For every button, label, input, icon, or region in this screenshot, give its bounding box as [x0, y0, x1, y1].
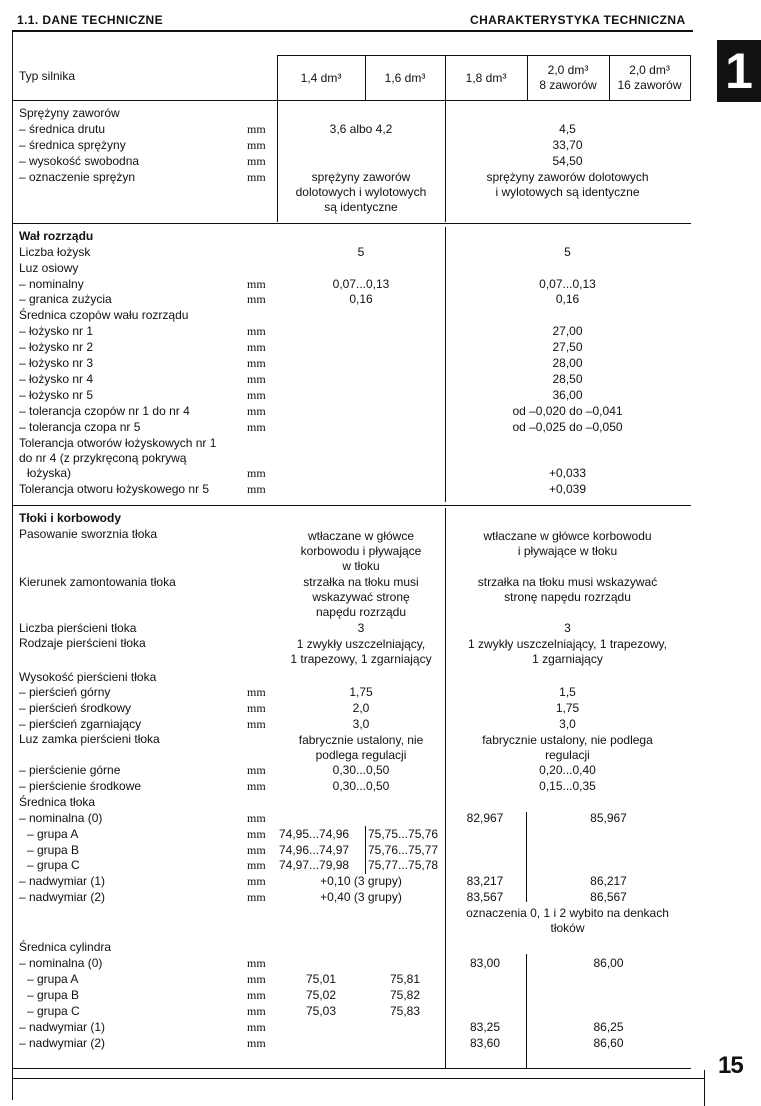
unit-mm: mm — [247, 685, 266, 699]
table-cell: Luz zamka pierścieni tłoka — [19, 732, 160, 746]
table-cell: fabrycznie ustalony, nie — [298, 733, 424, 747]
table-cell: 0,30...0,50 — [332, 763, 390, 777]
col-1-4: 1,4 dm³ — [300, 71, 342, 85]
table-cell: 74,96...74,97 — [279, 843, 350, 857]
table-cell: – granica zużycia — [19, 292, 112, 306]
table-cell: 1,75 — [555, 701, 580, 715]
unit-mm: mm — [247, 466, 266, 480]
col-2-0-16v-b: 16 zaworów — [617, 78, 682, 92]
table-cell: – pierścienie środkowe — [19, 779, 142, 793]
table-cell: 28,00 — [552, 356, 583, 370]
unit-mm: mm — [247, 701, 266, 715]
table-cell: 75,75...75,76 — [368, 827, 439, 841]
unit-mm: mm — [247, 420, 266, 434]
table-cell: w tłoku — [342, 559, 380, 573]
table-cell: 85,967 — [590, 811, 627, 825]
unit-mm: mm — [247, 1020, 266, 1034]
table-cell: 3,0 — [559, 717, 576, 731]
table-cell: – pierścienie górne — [19, 763, 121, 777]
table-cell: 5 — [357, 245, 365, 259]
table-cell: Wysokość pierścieni tłoka — [19, 670, 157, 684]
unit-mm: mm — [247, 372, 266, 386]
table-cell: Średnica czopów wału rozrządu — [19, 308, 189, 322]
table-cell: 27,00 — [552, 324, 583, 338]
chapter-header: CHARAKTERYSTYKA TECHNICZNA — [470, 13, 686, 27]
table-cell: – grupa C — [27, 1004, 80, 1018]
table-cell: 86,217 — [590, 874, 627, 888]
unit-mm: mm — [247, 122, 266, 136]
footer-rule — [12, 1078, 704, 1079]
table-cell: 0,16 — [555, 292, 580, 306]
table-cell: 33,70 — [552, 138, 583, 152]
section-rule — [12, 1068, 691, 1069]
unit-mm: mm — [247, 717, 266, 731]
table-cell: regulacji — [545, 748, 590, 762]
table-cell: 1 zwykły uszczelniający, — [296, 637, 426, 651]
col-2-0-8v-b: 8 zaworów — [539, 78, 597, 92]
table-cell: 0,16 — [349, 292, 373, 306]
table-cell: +0,10 (3 grupy) — [320, 874, 402, 888]
unit-mm: mm — [247, 811, 266, 825]
table-cell: 86,60 — [593, 1036, 624, 1050]
unit-mm: mm — [247, 1004, 266, 1018]
table-cell: 82,967 — [466, 811, 504, 825]
table-cell: 75,02 — [305, 988, 337, 1002]
unit-mm: mm — [247, 1036, 266, 1050]
table-cell: wtłaczane w główce — [307, 529, 415, 543]
col-1-8: 1,8 dm³ — [465, 71, 507, 85]
table-cell: 0,15...0,35 — [539, 779, 596, 793]
unit-mm: mm — [247, 779, 266, 793]
table-cell: – grupa A — [27, 827, 79, 841]
table-cell: 0,07...0,13 — [539, 277, 596, 291]
col-sep — [365, 826, 366, 874]
table-cell: wskazywać stronę — [312, 590, 410, 604]
table-cell: – nominalna (0) — [19, 956, 103, 970]
table-cell: 1 zwykły uszczelniający, 1 trapezowy, — [468, 637, 667, 651]
table-cell: – średnica drutu — [19, 122, 106, 136]
chapter-tab: 1 — [717, 40, 761, 102]
section-rule — [12, 223, 691, 224]
unit-mm: mm — [247, 340, 266, 354]
unit-mm: mm — [247, 890, 266, 904]
table-cell: +0,039 — [548, 482, 587, 496]
unit-mm: mm — [247, 874, 266, 888]
table-cell: 28,50 — [552, 372, 583, 386]
table-cell: fabrycznie ustalony, nie podlega — [482, 733, 653, 747]
unit-mm: mm — [247, 827, 266, 841]
table-cell: i wylotowych są identyczne — [495, 185, 640, 199]
table-cell: 83,00 — [469, 956, 501, 970]
table-cell: +0,033 — [548, 466, 587, 480]
col-2-0-16v-a: 2,0 dm³ — [629, 63, 670, 77]
header-rule — [12, 30, 693, 32]
table-cell: Tolerancja otworu łożyskowego nr 5 — [19, 482, 210, 496]
table-line — [277, 55, 691, 56]
section-header: 1.1. DANE TECHNICZNE — [17, 13, 164, 27]
unit-mm: mm — [247, 154, 266, 168]
table-cell: stronę napędu rozrządu — [504, 590, 631, 604]
table-cell: Luz osiowy — [19, 261, 79, 275]
table-cell: 75,82 — [389, 988, 421, 1002]
table-cell: Kierunek zamontowania tłoka — [19, 575, 176, 589]
table-cell: 75,01 — [305, 972, 337, 986]
unit-mm: mm — [247, 988, 266, 1002]
unit-mm: mm — [247, 170, 266, 184]
table-cell: 75,76...75,77 — [368, 843, 439, 857]
unit-mm: mm — [247, 388, 266, 402]
table-cell: Średnica cylindra — [19, 940, 112, 954]
page-number: 15 — [718, 1052, 743, 1079]
unit-mm: mm — [247, 972, 266, 986]
col-1-6: 1,6 dm³ — [384, 71, 426, 85]
table-cell: tłoków — [550, 921, 585, 935]
table-cell: Liczba pierścieni tłoka — [19, 621, 137, 635]
table-cell: – nadwymiar (2) — [19, 890, 106, 904]
table-cell: dolotowych i wylotowych — [295, 185, 427, 199]
table-cell: napędu rozrządu — [315, 605, 407, 619]
section-title: Wał rozrządu — [19, 229, 94, 243]
table-cell: – nominalna (0) — [19, 811, 103, 825]
table-cell: podlega regulacji — [315, 748, 407, 762]
unit-mm: mm — [247, 324, 266, 338]
table-cell: 3 — [564, 621, 571, 635]
table-cell: – nadwymiar (1) — [19, 874, 106, 888]
table-line — [12, 100, 691, 101]
table-cell: 54,50 — [552, 154, 583, 168]
table-cell: sprężyny zaworów — [311, 170, 411, 184]
table-cell: 3,6 albo 4,2 — [329, 122, 393, 136]
page-frame-left — [12, 30, 13, 1100]
table-cell: 86,00 — [593, 956, 624, 970]
table-cell: strzałka na tłoku musi — [303, 575, 419, 589]
table-cell: – pierścień środkowy — [19, 701, 132, 715]
table-cell: 1 trapezowy, 1 zgarniający — [290, 652, 432, 666]
section-title: Tłoki i korbowody — [19, 511, 122, 525]
unit-mm: mm — [247, 292, 266, 306]
table-cell: od –0,025 do –0,050 — [512, 420, 623, 434]
table-cell: 1 zgarniający — [532, 652, 603, 666]
table-cell: są identyczne — [324, 200, 398, 214]
table-cell: łożyska) — [27, 466, 72, 480]
table-cell: Tolerancja otworów łożyskowych nr 1 — [19, 436, 217, 450]
table-cell: Średnica tłoka — [19, 795, 96, 809]
table-cell: 0,07...0,13 — [332, 277, 390, 291]
table-cell: – oznaczenie sprężyn — [19, 170, 136, 184]
table-cell: 0,30...0,50 — [332, 779, 390, 793]
table-cell: 5 — [564, 245, 571, 259]
table-cell: wtłaczane w główce korbowodu — [483, 529, 652, 543]
table-cell: – łożysko nr 5 — [19, 388, 94, 402]
table-cell: – nadwymiar (2) — [19, 1036, 106, 1050]
table-cell: Pasowanie sworznia tłoka — [19, 527, 158, 541]
table-line — [690, 55, 691, 101]
table-cell: 86,567 — [590, 890, 627, 904]
unit-mm: mm — [247, 843, 266, 857]
table-cell: Liczba łożysk — [19, 245, 91, 259]
unit-mm: mm — [247, 858, 266, 872]
table-cell: – pierścień górny — [19, 685, 111, 699]
table-cell: 83,25 — [469, 1020, 501, 1034]
table-cell: 83,60 — [469, 1036, 501, 1050]
table-cell: 74,97...79,98 — [279, 858, 350, 872]
table-cell: 83,567 — [466, 890, 504, 904]
table-cell: 75,03 — [305, 1004, 337, 1018]
footer-tick — [704, 1070, 705, 1106]
table-cell: – średnica sprężyny — [19, 138, 126, 152]
table-cell: – tolerancja czopa nr 5 — [19, 420, 141, 434]
section-rule — [12, 505, 691, 506]
table-cell: 3,0 — [352, 717, 370, 731]
table-cell: i pływające w tłoku — [517, 544, 618, 558]
unit-mm: mm — [247, 277, 266, 291]
table-cell: od –0,020 do –0,041 — [512, 404, 623, 418]
table-cell: +0,40 (3 grupy) — [320, 890, 402, 904]
table-cell: – grupa C — [27, 858, 80, 872]
table-cell: strzałka na tłoku musi wskazywać — [477, 575, 658, 589]
table-cell: 4,5 — [559, 122, 576, 136]
table-cell: – łożysko nr 4 — [19, 372, 94, 386]
table-cell: 27,50 — [552, 340, 583, 354]
section-title: Sprężyny zaworów — [19, 106, 120, 120]
table-cell: 1,75 — [349, 685, 373, 699]
unit-mm: mm — [247, 763, 266, 777]
unit-mm: mm — [247, 404, 266, 418]
unit-mm: mm — [247, 482, 266, 496]
table-cell: 36,00 — [552, 388, 583, 402]
table-cell: – nadwymiar (1) — [19, 1020, 106, 1034]
table-cell: 74,95...74,96 — [279, 827, 350, 841]
table-cell: – tolerancja czopów nr 1 do nr 4 — [19, 404, 190, 418]
table-cell: 0,20...0,40 — [539, 763, 596, 777]
table-cell: – łożysko nr 3 — [19, 356, 94, 370]
table-cell: 3 — [357, 621, 365, 635]
table-cell: 75,77...75,78 — [368, 858, 439, 872]
table-cell: sprężyny zaworów dolotowych — [486, 170, 649, 184]
table-cell: – pierścień zgarniający — [19, 717, 142, 731]
unit-mm: mm — [247, 138, 266, 152]
engine-type-label: Typ silnika — [19, 69, 76, 83]
table-cell: – łożysko nr 1 — [19, 324, 94, 338]
table-cell: – grupa B — [27, 988, 80, 1002]
table-cell: korbowodu i pływające — [300, 544, 422, 558]
table-cell: Rodzaje pierścieni tłoka — [19, 636, 146, 650]
table-cell: – grupa A — [27, 972, 79, 986]
table-cell: 83,217 — [466, 874, 504, 888]
table-cell: – wysokość swobodna — [19, 154, 140, 168]
table-cell: 86,25 — [593, 1020, 624, 1034]
table-cell: – nominalny — [19, 277, 84, 291]
unit-mm: mm — [247, 356, 266, 370]
unit-mm: mm — [247, 956, 266, 970]
col-2-0-8v-a: 2,0 dm³ — [547, 63, 589, 77]
table-cell: oznaczenia 0, 1 i 2 wybito na denkach — [466, 906, 669, 920]
table-cell: – grupa B — [27, 843, 80, 857]
table-cell: 2,0 — [352, 701, 370, 715]
table-cell: do nr 4 (z przykręconą pokrywą — [19, 451, 187, 465]
table-cell: – łożysko nr 2 — [19, 340, 94, 354]
table-cell: 1,5 — [559, 685, 576, 699]
table-cell: 75,83 — [389, 1004, 421, 1018]
table-cell: 75,81 — [389, 972, 421, 986]
